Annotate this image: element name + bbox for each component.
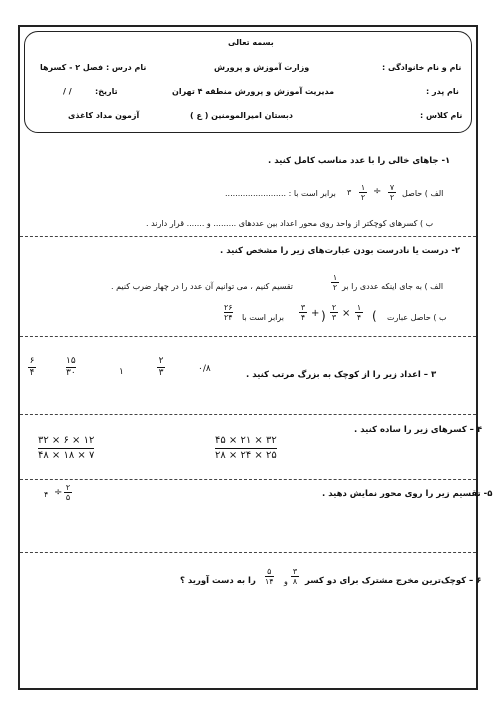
q5-divide-sign: ÷ bbox=[54, 487, 63, 498]
q3-item-frac-15-30: ۱۵ ۳۰ bbox=[66, 356, 76, 378]
q6-title-1: ۶ – کوچک‌ترین مخرج مشترک برای دو کسر bbox=[305, 576, 482, 586]
q5-frac: ۲ ۵ bbox=[65, 483, 71, 502]
date-label: تاریخ: bbox=[95, 87, 118, 96]
q6-frac-1: ۳ ۸ bbox=[292, 567, 298, 586]
section-divider bbox=[20, 479, 476, 480]
q2-a-frac: ۱ ۲ bbox=[332, 273, 338, 292]
q3-item-integer: ۱ bbox=[119, 367, 124, 377]
q2-b-frac-2: ۲ ۳ bbox=[331, 303, 337, 322]
q2-a-text-2: تقسیم کنیم ، می توانیم آن عدد را در چهار ضرب کنیم . bbox=[111, 282, 294, 291]
q2-b-frac-3: ۳ ۴ bbox=[300, 303, 306, 322]
q4-title: ۴ – کسرهای زیر را ساده کنید . bbox=[354, 425, 483, 435]
q2-a-text-1: الف ) به جای اینکه عددی را بر bbox=[342, 282, 444, 291]
q1-a-prefix: الف ) حاصل bbox=[402, 189, 444, 198]
q2-b-result-frac: ۲۶ ۲۴ bbox=[224, 303, 233, 322]
q2-b-prefix: ب ) حاصل عبارت bbox=[387, 313, 447, 322]
q4-frac-2: ۳۲ × ۶ × ۱۲ ۴۸ × ۱۸ × ۷ bbox=[38, 435, 95, 461]
class-name-label: نام کلاس : bbox=[420, 111, 463, 120]
q2-b-frac-1: ۱ ۴ bbox=[356, 303, 362, 322]
q5-whole: ۴ bbox=[44, 490, 49, 499]
q3-item-frac-6-4: ۶ ۴ bbox=[29, 356, 35, 378]
q1-a-frac1: ۱ ۲ bbox=[360, 183, 366, 202]
q2-b-times-sign: × bbox=[342, 308, 351, 319]
q4-frac-1: ۴۵ × ۲۱ × ۳۲ ۲۸ × ۲۴ × ۲۵ bbox=[215, 435, 277, 461]
department-title: مدیریت آموزش و پرورش منطقه ۴ تهران bbox=[172, 87, 335, 96]
q5-title: ۵- تقسیم زیر را روی محور نمایش دهید . bbox=[322, 489, 493, 499]
school-name: دبستان امیرالمومنین ( ع ) bbox=[190, 111, 294, 120]
bismillah: بسمه تعالی bbox=[228, 38, 274, 47]
q6-title-2: را به دست آورید ؟ bbox=[180, 576, 256, 586]
section-divider bbox=[20, 336, 476, 337]
q2-b-close-paren: ) bbox=[321, 309, 326, 323]
date-slashes: / / bbox=[63, 87, 72, 96]
q1-b-text: ب ) کسرهای کوچکتر از واحد روی محور اعداد بین عددهای ......... و ....... قرار دارند . bbox=[146, 219, 434, 228]
father-name-label: نام پدر : bbox=[426, 87, 459, 96]
q1-a-divide-sign: ÷ bbox=[373, 186, 382, 197]
q2-b-plus-sign: + bbox=[311, 308, 320, 319]
lesson-label: نام درس : فصل ۲ - کسرها bbox=[40, 63, 147, 72]
q1-a-frac2: ۷ ۲ bbox=[389, 183, 395, 202]
section-divider bbox=[20, 414, 476, 415]
q3-item-decimal: ۰/۸ bbox=[198, 364, 211, 374]
section-divider bbox=[20, 236, 476, 237]
q2-b-mid-text: برابر است با bbox=[242, 313, 285, 322]
q3-title: ۳ – اعداد زیر را از کوچک به بزرگ مرتب کنید . bbox=[246, 370, 437, 380]
q1-title: ۱- جاهای خالی را با عدد مناسب کامل کنید . bbox=[268, 156, 451, 166]
q1-a-suffix: برابر است با : ........................ bbox=[225, 189, 336, 198]
q1-a-whole: ۳ bbox=[347, 188, 352, 197]
q3-item-frac-2-3: ۲ ۳ bbox=[158, 356, 164, 378]
section-divider bbox=[20, 552, 476, 553]
student-name-label: نام و نام خانوادگی : bbox=[382, 63, 462, 72]
exam-type: آزمون مداد کاغذی bbox=[68, 111, 140, 120]
q6-and: و bbox=[284, 577, 288, 586]
q2-title: ۲- درست یا نادرست بودن عبارت‌های زیر را مشخص کنید . bbox=[220, 246, 461, 256]
q6-frac-2: ۵ ۱۴ bbox=[265, 567, 274, 586]
q2-b-open-paren: ( bbox=[372, 309, 377, 323]
ministry-title: وزارت آموزش و پرورش bbox=[214, 63, 310, 72]
